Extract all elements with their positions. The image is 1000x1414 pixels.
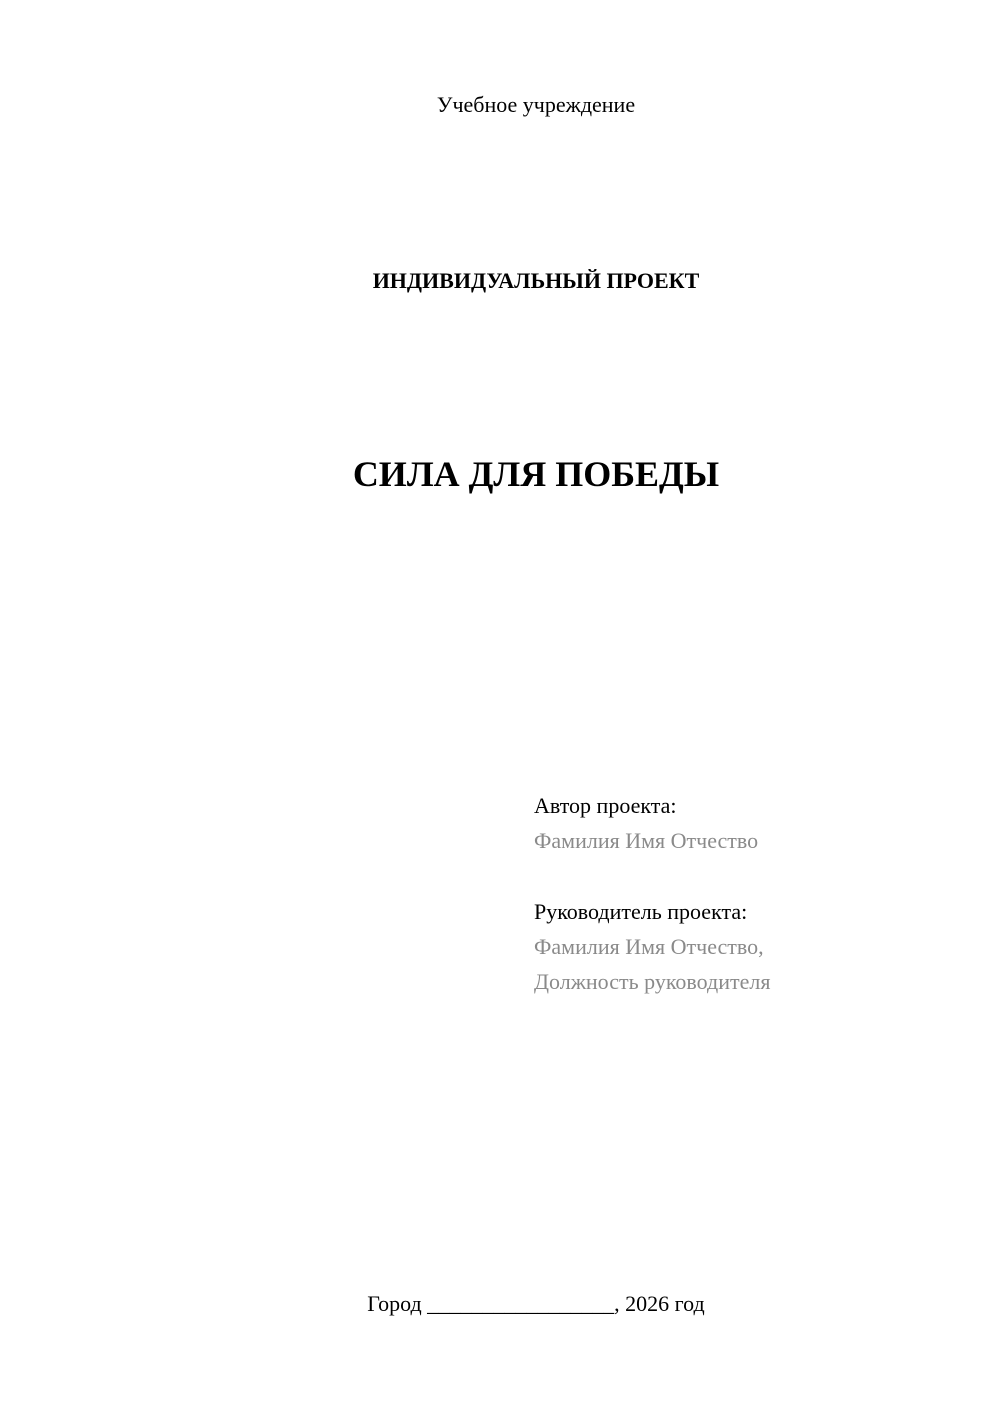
project-type-heading: ИНДИВИДУАЛЬНЫЙ ПРОЕКТ [372,268,700,293]
project-title: СИЛА ДЛЯ ПОБЕДЫ [352,454,720,494]
supervisor-label: Руководитель проекта: [534,899,748,924]
author-name: Фамилия Имя Отчество [534,828,759,853]
supervisor-name: Фамилия Имя Отчество, [534,934,764,959]
credits-spacer [534,858,974,894]
credits-block [534,788,974,999]
city-year-line: Город _________________, 2026 год [367,1291,705,1316]
author-label: Автор проекта: [534,793,677,818]
supervisor-position: Должность руководителя [534,969,771,994]
institution-name: Учебное учреждение [436,92,636,117]
